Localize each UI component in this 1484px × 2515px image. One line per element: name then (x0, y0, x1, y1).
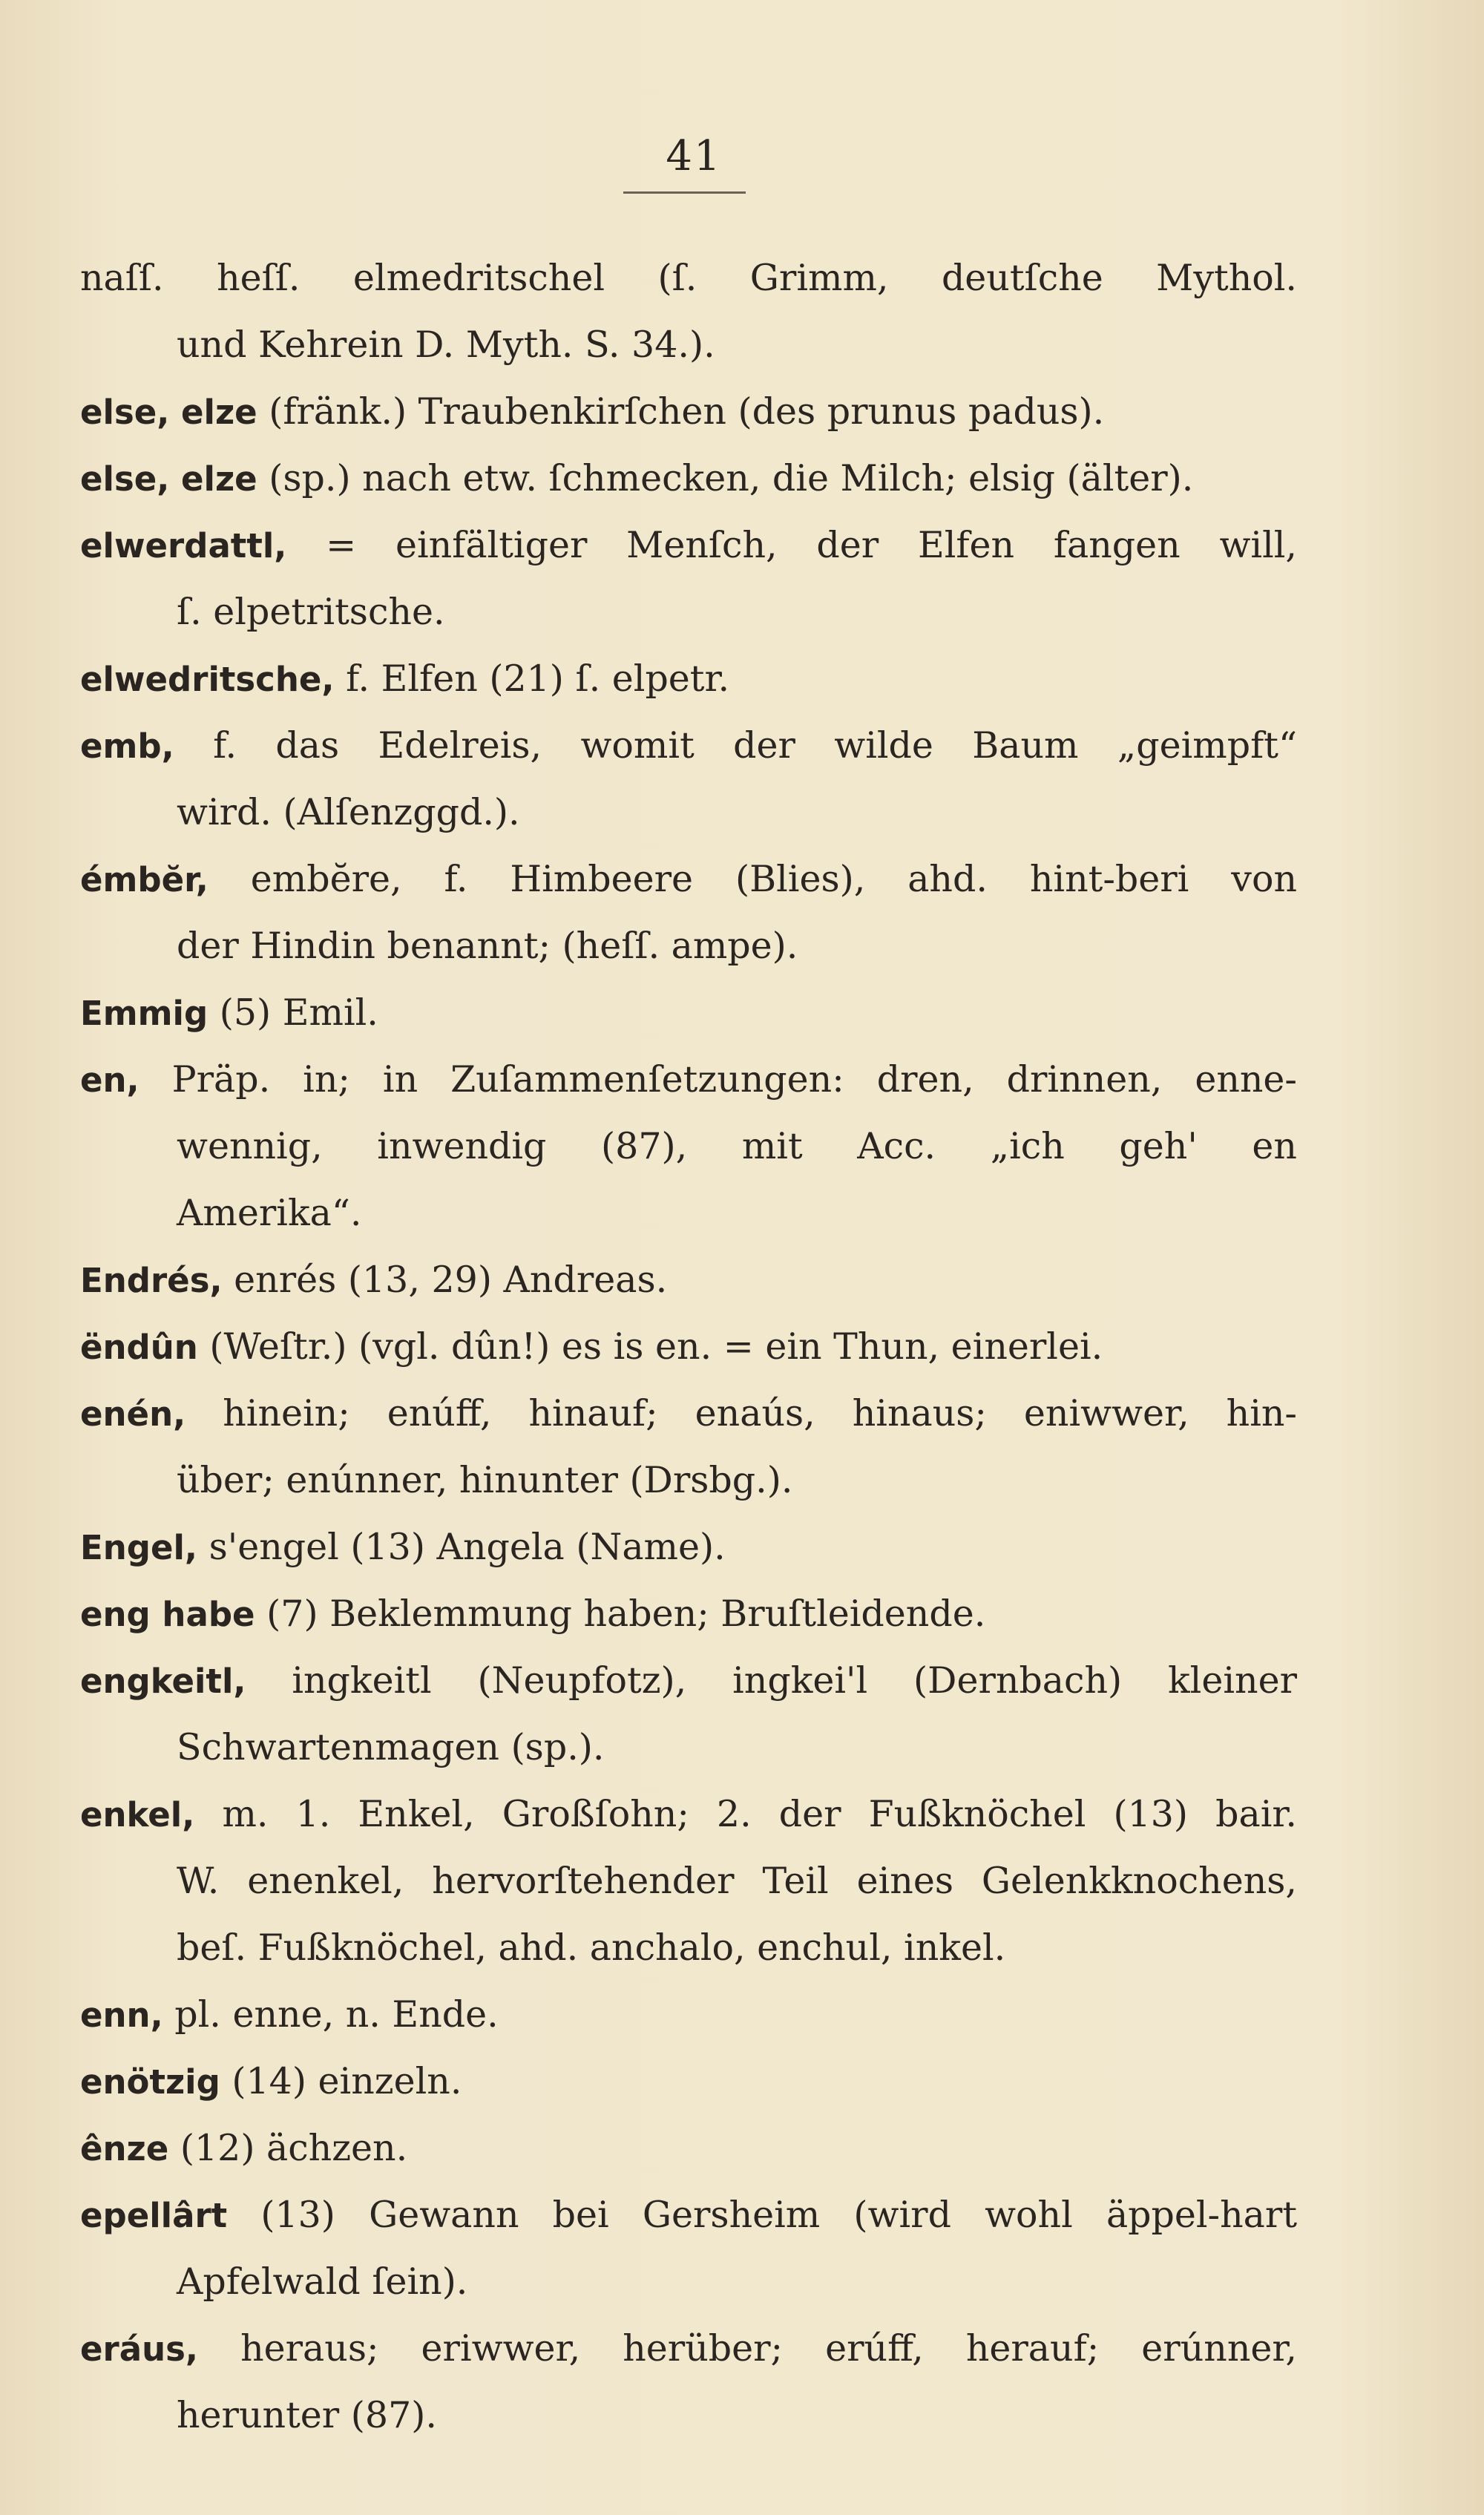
entry-headword: else, elze (80, 459, 257, 499)
dictionary-entry (80, 1647, 1297, 1781)
dictionary-entry (80, 1046, 1297, 1247)
entry-line (80, 1981, 1297, 2048)
entry-line (80, 1314, 1297, 1380)
page-number-rule (623, 191, 746, 194)
entry-line (80, 2382, 1297, 2449)
dictionary-entry (80, 646, 1297, 712)
entry-headword: Endrés, (80, 1261, 223, 1300)
entry-text: (sp.) nach etw. ſchmecken, die Milch; elsig (älter). (269, 457, 1194, 499)
entry-headword: enén, (80, 1394, 186, 1434)
entry-headword: Engel, (80, 1528, 198, 1567)
entry-line (80, 2249, 1297, 2315)
entry-line (80, 512, 1297, 579)
dictionary-entry (80, 512, 1297, 646)
entry-line (80, 779, 1297, 846)
dictionary-entry (80, 1981, 1297, 2048)
entry-line (80, 312, 1297, 378)
entry-headword: enkel, (80, 1795, 195, 1834)
page-number: 41 (666, 132, 722, 180)
entry-line (80, 445, 1297, 512)
entry-line (80, 1113, 1297, 1180)
entry-headword: en, (80, 1060, 139, 1100)
entry-line (80, 1247, 1297, 1314)
entry-line (80, 1581, 1297, 1647)
entry-headword: epellârt (80, 2196, 228, 2235)
dictionary-entry (80, 1781, 1297, 1981)
entry-text: enrés (13, 29) Andreas. (234, 1259, 668, 1301)
entry-text: ingkeitl (Neupfotz), ingkei'l (Dernbach) kleiner (292, 1659, 1297, 1702)
entry-text: s'engel (13) Angela (Name). (209, 1526, 726, 1568)
entry-headword: Emmig (80, 994, 209, 1033)
entry-text: (Weſtr.) (vgl. dûn!) es is en. = ein Thun, einerlei. (209, 1325, 1103, 1368)
entry-line (80, 1514, 1297, 1581)
entry-line (80, 1046, 1297, 1113)
entry-line (80, 1781, 1297, 1848)
entry-line (80, 913, 1297, 980)
entry-text: hinein; enúff, hinauf; enaús, hinaus; eniwwer, hin- (223, 1392, 1297, 1434)
entry-line (80, 2115, 1297, 2182)
dictionary-entry (80, 1247, 1297, 1314)
dictionary-entry (80, 1314, 1297, 1380)
entry-headword: engkeitl, (80, 1662, 246, 1701)
entry-text: der Hindin benannt; (heſſ. ampe). (177, 925, 798, 967)
entry-text: Amerika“. (177, 1192, 362, 1234)
entry-line (80, 1380, 1297, 1447)
entry-text: heraus; eriwwer, herüber; erúff, herauf; erúnner, (240, 2327, 1297, 2370)
entry-line (80, 378, 1297, 445)
entry-line (80, 1647, 1297, 1714)
entry-text: Präp. in; in Zuſammenſetzungen: dren, drinnen, enne- (171, 1058, 1297, 1101)
entry-text: Apfelwald ſein). (177, 2260, 468, 2303)
entry-text: pl. enne, n. Ende. (174, 1993, 499, 2036)
entry-text: embĕre, f. Himbeere (Blies), ahd. hint-beri von (250, 858, 1297, 900)
entry-text: ſ. elpetritsche. (177, 591, 445, 633)
dictionary-entry (80, 445, 1297, 512)
dictionary-entry (80, 2115, 1297, 2182)
entry-headword: enötzig (80, 2062, 220, 2102)
entry-text: m. 1. Enkel, Großſohn; 2. der Fußknöchel (13) bair. (222, 1793, 1297, 1835)
dictionary-entry (80, 1581, 1297, 1647)
entry-line (80, 2182, 1297, 2249)
entry-text: (5) Emil. (219, 991, 378, 1034)
entry-headword: ênze (80, 2129, 169, 2168)
entry-text: Schwartenmagen (sp.). (177, 1726, 605, 1768)
entry-line (80, 1447, 1297, 1514)
entry-line (80, 1714, 1297, 1781)
dictionary-entry (80, 2182, 1297, 2315)
entry-text: naſſ. heſſ. elmedritschel (ſ. Grimm, deutſche Mythol. (80, 257, 1297, 299)
entry-headword: elwedritsche, (80, 660, 335, 699)
entry-headword: émbĕr, (80, 860, 209, 899)
entry-text: über; enúnner, hinunter (Drsbg.). (177, 1459, 793, 1501)
entry-line (80, 245, 1297, 312)
entry-headword: eráus, (80, 2329, 198, 2369)
entry-headword: enn, (80, 1996, 163, 2035)
entry-text: herunter (87). (177, 2394, 437, 2436)
entry-headword: eng habe (80, 1595, 255, 1634)
entry-headword: else, elze (80, 393, 257, 432)
entry-headword: elwerdattl, (80, 526, 287, 565)
entry-text: (7) Beklemmung haben; Bruſtleidende. (266, 1593, 986, 1635)
dictionary-entry (80, 2315, 1297, 2449)
entry-text: wird. (Alſenzggd.). (177, 791, 520, 833)
entry-line (80, 646, 1297, 712)
dictionary-entry (80, 712, 1297, 846)
entry-line (80, 2315, 1297, 2382)
entry-text: (fränk.) Traubenkirſchen (des prunus padus). (269, 390, 1105, 433)
entry-headword: ëndûn (80, 1328, 198, 1367)
entry-line (80, 1915, 1297, 1981)
entry-text: (12) ächzen. (180, 2127, 408, 2169)
dictionary-entry (80, 378, 1297, 445)
entry-text: wennig, inwendig (87), mit Acc. „ich geh' en (177, 1125, 1297, 1167)
entry-text: (14) einzeln. (232, 2060, 462, 2102)
entry-text: f. das Edelreis, womit der wilde Baum „geimpft“ (213, 724, 1297, 767)
entry-text: beſ. Fußknöchel, ahd. anchalo, enchul, inkel. (177, 1927, 1006, 1969)
dictionary-entry (80, 1514, 1297, 1581)
entry-line (80, 712, 1297, 779)
entry-list (80, 245, 1297, 2449)
entry-headword: emb, (80, 727, 174, 766)
dictionary-entry (80, 2048, 1297, 2115)
entry-text: W. enenkel, hervorſtehender Teil eines Gelenkknochens, (177, 1860, 1297, 1902)
entry-text: und Kehrein D. Myth. S. 34.). (177, 324, 715, 366)
dictionary-entry (80, 846, 1297, 980)
entry-line (80, 1848, 1297, 1915)
entry-text: = einfältiger Menſch, der Elfen fangen will, (326, 524, 1297, 566)
entry-line (80, 1180, 1297, 1247)
dictionary-entry (80, 245, 1297, 378)
entry-line (80, 846, 1297, 913)
entry-line (80, 2048, 1297, 2115)
entry-line (80, 579, 1297, 646)
dictionary-entry (80, 980, 1297, 1046)
entry-line (80, 980, 1297, 1046)
entry-text: f. Elfen (21) ſ. elpetr. (346, 658, 730, 700)
dictionary-entry (80, 1380, 1297, 1514)
entry-text: (13) Gewann bei Gersheim (wird wohl äppel-hart (260, 2194, 1297, 2236)
